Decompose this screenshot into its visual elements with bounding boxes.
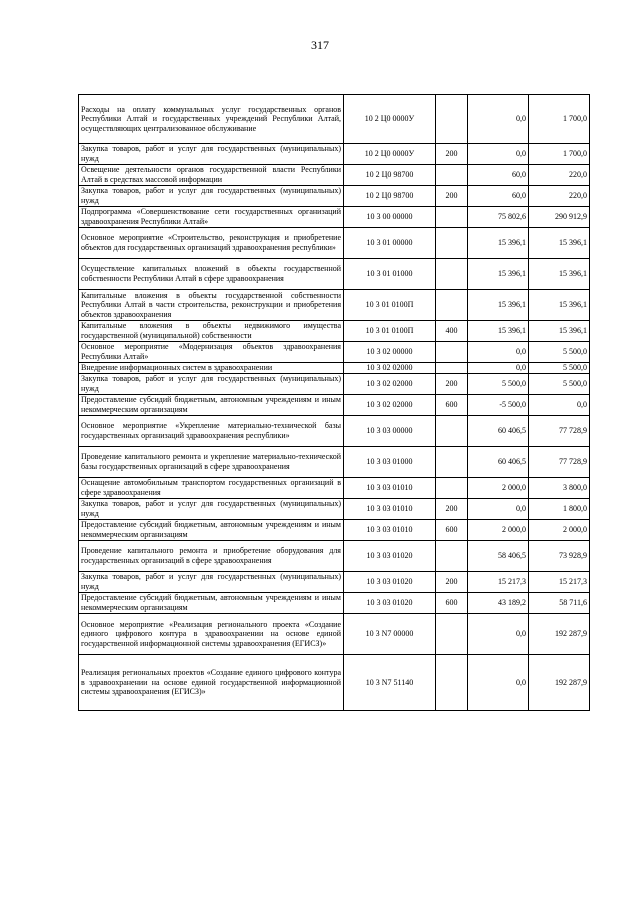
table-body [79, 95, 590, 711]
target-code-cell: 10 3 N7 00000 [344, 614, 436, 655]
target-code-cell: 10 3 02 00000 [344, 342, 436, 363]
amount-2020-cell: 77 728,9 [529, 447, 590, 478]
amount-2020-cell: 5 500,0 [529, 374, 590, 395]
item-name-cell: Осуществление капитальных вложений в объекты государственной собственности Республики Алтай в сфере здравоохранения [79, 259, 344, 290]
amount-2020-cell: 58 711,6 [529, 593, 590, 614]
target-code-cell: 10 3 02 02000 [344, 363, 436, 374]
amount-2019-cell: 60,0 [468, 186, 529, 207]
amount-2019-cell: 2 000,0 [468, 478, 529, 499]
amount-2019-cell: 15 217,3 [468, 572, 529, 593]
expense-type-cell [436, 363, 468, 374]
amount-2019-cell: 15 396,1 [468, 321, 529, 342]
amount-2019-cell: 60 406,5 [468, 416, 529, 447]
table-row [79, 541, 590, 572]
target-code-cell: 10 3 01 01000 [344, 259, 436, 290]
table-row [79, 321, 590, 342]
item-name-cell: Расходы на оплату коммунальных услуг государственных органов Республики Алтай и государственных учреждений Республики Алтай, осуществляющих централизованное обслуживание [79, 95, 344, 144]
target-code-cell: 10 3 03 01020 [344, 572, 436, 593]
amount-2020-cell: 1 700,0 [529, 144, 590, 165]
target-code-cell: 10 3 03 01010 [344, 499, 436, 520]
target-code-cell: 10 3 01 0100П [344, 321, 436, 342]
expense-type-cell: 200 [436, 572, 468, 593]
table-row [79, 572, 590, 593]
item-name-cell: Освещение деятельности органов государственной власти Республики Алтай в средствах массовой информации [79, 165, 344, 186]
expense-type-cell [436, 614, 468, 655]
amount-2019-cell: 15 396,1 [468, 228, 529, 259]
item-name-cell: Подпрограмма «Совершенствование сети государственных организаций здравоохранения Республики Алтай» [79, 207, 344, 228]
amount-2020-cell: 220,0 [529, 186, 590, 207]
item-name-cell: Предоставление субсидий бюджетным, автономным учреждениям и иным некоммерческим организациям [79, 593, 344, 614]
item-name-cell: Закупка товаров, работ и услуг для государственных (муниципальных) нужд [79, 144, 344, 165]
amount-2020-cell: 15 396,1 [529, 259, 590, 290]
item-name-cell: Внедрение информационных систем в здравоохранении [79, 363, 344, 374]
expense-type-cell: 200 [436, 144, 468, 165]
expense-type-cell [436, 290, 468, 321]
expense-type-cell: 600 [436, 593, 468, 614]
amount-2019-cell: 0,0 [468, 144, 529, 165]
expense-type-cell: 200 [436, 186, 468, 207]
item-name-cell: Капитальные вложения в объекты государственной собственности Республики Алтай в части строительства, реконструкции и приобретения объектов здравоохранения [79, 290, 344, 321]
table-row [79, 363, 590, 374]
target-code-cell: 10 3 01 0100П [344, 290, 436, 321]
table-row [79, 499, 590, 520]
table-row [79, 655, 590, 711]
amount-2020-cell: 220,0 [529, 165, 590, 186]
target-code-cell: 10 3 00 00000 [344, 207, 436, 228]
amount-2019-cell: 0,0 [468, 499, 529, 520]
table-row [79, 165, 590, 186]
amount-2020-cell: 2 000,0 [529, 520, 590, 541]
amount-2019-cell: 0,0 [468, 363, 529, 374]
item-name-cell: Предоставление субсидий бюджетным, автономным учреждениям и иным некоммерческим организациям [79, 395, 344, 416]
amount-2020-cell: 3 800,0 [529, 478, 590, 499]
amount-2020-cell: 15 396,1 [529, 321, 590, 342]
amount-2020-cell: 77 728,9 [529, 416, 590, 447]
amount-2020-cell: 192 287,9 [529, 614, 590, 655]
budget-table [78, 94, 590, 711]
expense-type-cell: 400 [436, 321, 468, 342]
amount-2020-cell: 15 396,1 [529, 290, 590, 321]
expense-type-cell [436, 165, 468, 186]
target-code-cell: 10 2 Ц0 0000У [344, 95, 436, 144]
table-row [79, 478, 590, 499]
expense-type-cell [436, 95, 468, 144]
item-name-cell: Основное мероприятие «Укрепление материально-технической базы государственных организаций здравоохранения республики» [79, 416, 344, 447]
expense-type-cell: 200 [436, 374, 468, 395]
expense-type-cell: 200 [436, 499, 468, 520]
target-code-cell: 10 3 03 01000 [344, 447, 436, 478]
table-row [79, 207, 590, 228]
target-code-cell: 10 3 02 02000 [344, 395, 436, 416]
amount-2019-cell: 60 406,5 [468, 447, 529, 478]
target-code-cell: 10 3 03 01020 [344, 541, 436, 572]
item-name-cell: Оснащение автомобильным транспортом государственных организаций в сфере здравоохранения [79, 478, 344, 499]
expense-type-cell [436, 478, 468, 499]
table-row [79, 416, 590, 447]
amount-2020-cell: 290 912,9 [529, 207, 590, 228]
table-row [79, 228, 590, 259]
table-row [79, 593, 590, 614]
item-name-cell: Реализация региональных проектов «Создание единого цифрового контура в здравоохранении на основе единой государственной информационной системы здравоохранения (ЕГИСЗ)» [79, 655, 344, 711]
expense-type-cell [436, 228, 468, 259]
target-code-cell: 10 3 02 02000 [344, 374, 436, 395]
expense-type-cell [436, 342, 468, 363]
expense-type-cell: 600 [436, 395, 468, 416]
amount-2019-cell: 15 396,1 [468, 290, 529, 321]
amount-2019-cell: 0,0 [468, 614, 529, 655]
amount-2020-cell: 1 800,0 [529, 499, 590, 520]
target-code-cell: 10 3 03 00000 [344, 416, 436, 447]
amount-2020-cell: 192 287,9 [529, 655, 590, 711]
amount-2020-cell: 1 700,0 [529, 95, 590, 144]
table-row [79, 614, 590, 655]
expense-type-cell [436, 416, 468, 447]
expense-type-cell: 600 [436, 520, 468, 541]
target-code-cell: 10 2 Ц0 98700 [344, 165, 436, 186]
amount-2019-cell: 2 000,0 [468, 520, 529, 541]
amount-2019-cell: -5 500,0 [468, 395, 529, 416]
item-name-cell: Основное мероприятие «Строительство, реконструкция и приобретение объектов для государственных организаций здравоохранения республики» [79, 228, 344, 259]
target-code-cell: 10 2 Ц0 98700 [344, 186, 436, 207]
amount-2019-cell: 0,0 [468, 342, 529, 363]
target-code-cell: 10 3 03 01010 [344, 478, 436, 499]
target-code-cell: 10 3 N7 51140 [344, 655, 436, 711]
expense-type-cell [436, 447, 468, 478]
target-code-cell: 10 3 03 01020 [344, 593, 436, 614]
table-row [79, 520, 590, 541]
amount-2019-cell: 0,0 [468, 655, 529, 711]
item-name-cell: Проведение капитального ремонта и укрепление материально-технической базы государственных организаций в сфере здравоохранения [79, 447, 344, 478]
item-name-cell: Основное мероприятие «Реализация регионального проекта «Создание единого цифрового контура в здравоохранении на основе единой государственной информационной системы здравоохранения (ЕГИСЗ)» [79, 614, 344, 655]
amount-2019-cell: 43 189,2 [468, 593, 529, 614]
table-row [79, 290, 590, 321]
amount-2019-cell: 0,0 [468, 95, 529, 144]
table-row [79, 342, 590, 363]
table-row [79, 95, 590, 144]
item-name-cell: Основное мероприятие «Модернизация объектов здравоохранения Республики Алтай» [79, 342, 344, 363]
table-row [79, 259, 590, 290]
amount-2020-cell: 5 500,0 [529, 363, 590, 374]
item-name-cell: Проведение капитального ремонта и приобретение оборудования для государственных организаций в сфере здравоохранения [79, 541, 344, 572]
amount-2019-cell: 75 802,6 [468, 207, 529, 228]
expense-type-cell [436, 655, 468, 711]
item-name-cell: Капитальные вложения в объекты недвижимого имущества государственной (муниципальной) собственности [79, 321, 344, 342]
amount-2019-cell: 5 500,0 [468, 374, 529, 395]
amount-2019-cell: 60,0 [468, 165, 529, 186]
expense-type-cell [436, 207, 468, 228]
expense-type-cell [436, 541, 468, 572]
page-number: 317 [311, 38, 329, 52]
expense-type-cell [436, 259, 468, 290]
item-name-cell: Закупка товаров, работ и услуг для государственных (муниципальных) нужд [79, 572, 344, 593]
table-row [79, 374, 590, 395]
target-code-cell: 10 2 Ц0 0000У [344, 144, 436, 165]
amount-2020-cell: 15 217,3 [529, 572, 590, 593]
amount-2019-cell: 15 396,1 [468, 259, 529, 290]
amount-2020-cell: 15 396,1 [529, 228, 590, 259]
amount-2020-cell: 0,0 [529, 395, 590, 416]
table-row [79, 395, 590, 416]
item-name-cell: Предоставление субсидий бюджетным, автономным учреждениям и иным некоммерческим организациям [79, 520, 344, 541]
table-row [79, 144, 590, 165]
target-code-cell: 10 3 01 00000 [344, 228, 436, 259]
amount-2020-cell: 5 500,0 [529, 342, 590, 363]
target-code-cell: 10 3 03 01010 [344, 520, 436, 541]
item-name-cell: Закупка товаров, работ и услуг для государственных (муниципальных) нужд [79, 499, 344, 520]
amount-2020-cell: 73 928,9 [529, 541, 590, 572]
table-row [79, 186, 590, 207]
item-name-cell: Закупка товаров, работ и услуг для государственных (муниципальных) нужд [79, 374, 344, 395]
table-row [79, 447, 590, 478]
item-name-cell: Закупка товаров, работ и услуг для государственных (муниципальных) нужд [79, 186, 344, 207]
amount-2019-cell: 58 406,5 [468, 541, 529, 572]
